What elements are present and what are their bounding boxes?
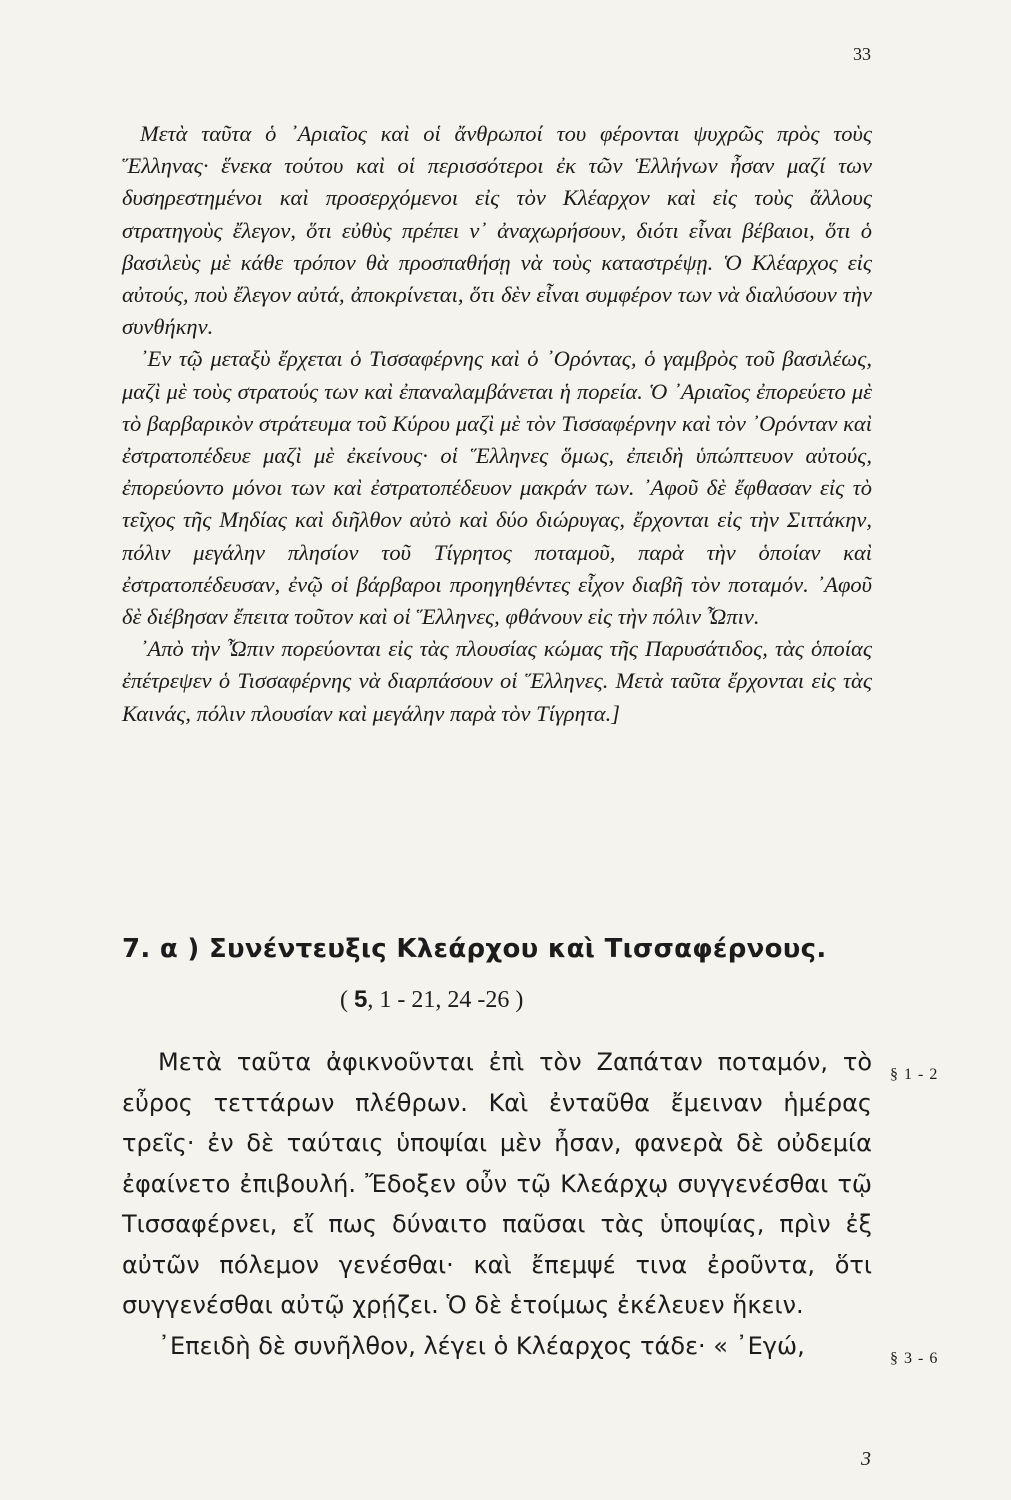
printer-signature: 3: [861, 1448, 871, 1470]
section-ref-book: 5: [354, 986, 368, 1013]
greek-paragraph: Μετὰ ταῦτα ἀφικνοῦνται ἐπὶ τὸν Ζαπάταν ποταμόν, τὸ εὖρος τεττάρων πλέθρων. Καὶ ἐνταῦθα ἔμειναν ἡμέρας τρεῖς· ἐν δὲ ταύταις ὑποψίαι μὲν ἦσαν, φανερὰ δὲ οὐδεμία ἐφαίνετο ἐπιβουλή. Ἔδοξεν οὖν τῷ Κλεάρχῳ συγγενέσθαι τῷ Τισσαφέρνει, εἴ πως δύναιτο παῦσαι τὰς ὑποψίας, πρὶν ἐξ αὐτῶν πόλεμον γενέσθαι· καὶ ἔπεμψέ τινα ἐροῦντα, ὅτι συγγενέσθαι αὐτῷ χρῄζει. Ὁ δὲ ἑτοίμως ἐκέλευεν ἥκειν.: [122, 1048, 872, 1319]
ancient-greek-text: [122, 1042, 872, 1366]
summary-paragraph: ᾿Εν τῷ μεταξὺ ἔρχεται ὁ Τισσαφέρνης καὶ ὁ ᾿Ορόντας, ὁ γαμβρὸς τοῦ βασιλέως, μαζὶ μὲ τοὺς στρατούς των καὶ ἐπαναλαμβάνεται ἡ πορεία. Ὁ ᾿Αριαῖος ἐπορεύετο μὲ τὸ βαρβαρικὸν στράτευμα τοῦ Κύρου μαζὶ μὲ τὸν Τισσαφέρνην καὶ τὸν ᾿Ορόνταν καὶ ἐστρατοπέδευε μαζὶ μὲ ἐκείνους· οἱ Ἕλληνες ὅμως, ἐπειδὴ ὑπώπτευον αὐτούς, ἐπορεύοντο μόνοι των καὶ ἐστρατοπέδευον μακράν των. ᾿Αφοῦ δὲ ἔφθασαν εἰς τὸ τεῖχος τῆς Μηδίας καὶ διῆλθον αὐτὸ καὶ δύο διώρυγας, ἔρχονται εἰς τὴν Σιττάκην, πόλιν μεγάλην πλησίον τοῦ Τίγρητος ποταμοῦ, παρὰ τὴν ὁποίαν καὶ ἐστρατοπέδευσαν, ἐνῷ οἱ βάρβαροι προηγηθέντες εἶχον διαβῆ τὸν ποταμόν. ᾿Αφοῦ δὲ διέβησαν ἔπειτα τοῦτον καὶ οἱ Ἕλληνες, φθάνουν εἰς τὴν πόλιν Ὦπιν.: [122, 346, 872, 630]
section-reference: [340, 986, 523, 1014]
margin-reference: § 3 - 6: [890, 1350, 939, 1367]
section-heading: 7. α ) Συνέντευξις Κλεάρχου καὶ Τισσαφέρνους.: [122, 934, 827, 964]
page-number: 33: [853, 44, 871, 64]
greek-paragraph: ᾿Επειδὴ δὲ συνῆλθον, λέγει ὁ Κλέαρχος τάδε· « ᾿Εγώ,: [158, 1331, 805, 1360]
section-ref-open: (: [340, 987, 354, 1013]
summary-paragraph: Μετὰ ταῦτα ὁ ᾿Αριαῖος καὶ οἱ ἄνθρωποί του φέρονται ψυχρῶς πρὸς τοὺς Ἕλληνας· ἕνεκα τούτου καὶ οἱ περισσότεροι ἐκ τῶν Ἑλλήνων ἦσαν μαζί των δυσηρεστημένοι καὶ προσερχόμενοι εἰς τὸν Κλέαρχον καὶ εἰς τοὺς ἄλλους στρατηγοὺς ἔλεγον, ὅτι εὐθὺς πρέπει ν᾿ ἀναχωρήσουν, διότι εἶναι βέβαιοι, ὅτι ὁ βασιλεὺς μὲ κάθε τρόπον θὰ προσπαθήσῃ νὰ τοὺς καταστρέψῃ. Ὁ Κλέαρχος εἰς αὐτούς, ποὺ ἔλεγον αὐτά, ἀποκρίνεται, ὅτι δὲν εἶναι συμφέρον των νὰ διαλύσουν τὴν συνθήκην.: [122, 121, 872, 340]
margin-reference: § 1 - 2: [890, 1066, 939, 1083]
summary-section: [122, 118, 872, 730]
section-ref-rest: , 1 - 21, 24 -26 ): [367, 987, 524, 1013]
summary-paragraph: ᾿Απὸ τὴν Ὦπιν πορεύονται εἰς τὰς πλουσίας κώμας τῆς Παρυσάτιδος, τὰς ὁποίας ἐπέτρεψεν ὁ Τισσαφέρνης νὰ διαρπάσουν οἱ Ἕλληνες. Μετὰ ταῦτα ἔρχονται εἰς τὰς Καινάς, πόλιν πλουσίαν καὶ μεγάλην παρὰ τὸν Τίγρητα.]: [122, 636, 872, 726]
